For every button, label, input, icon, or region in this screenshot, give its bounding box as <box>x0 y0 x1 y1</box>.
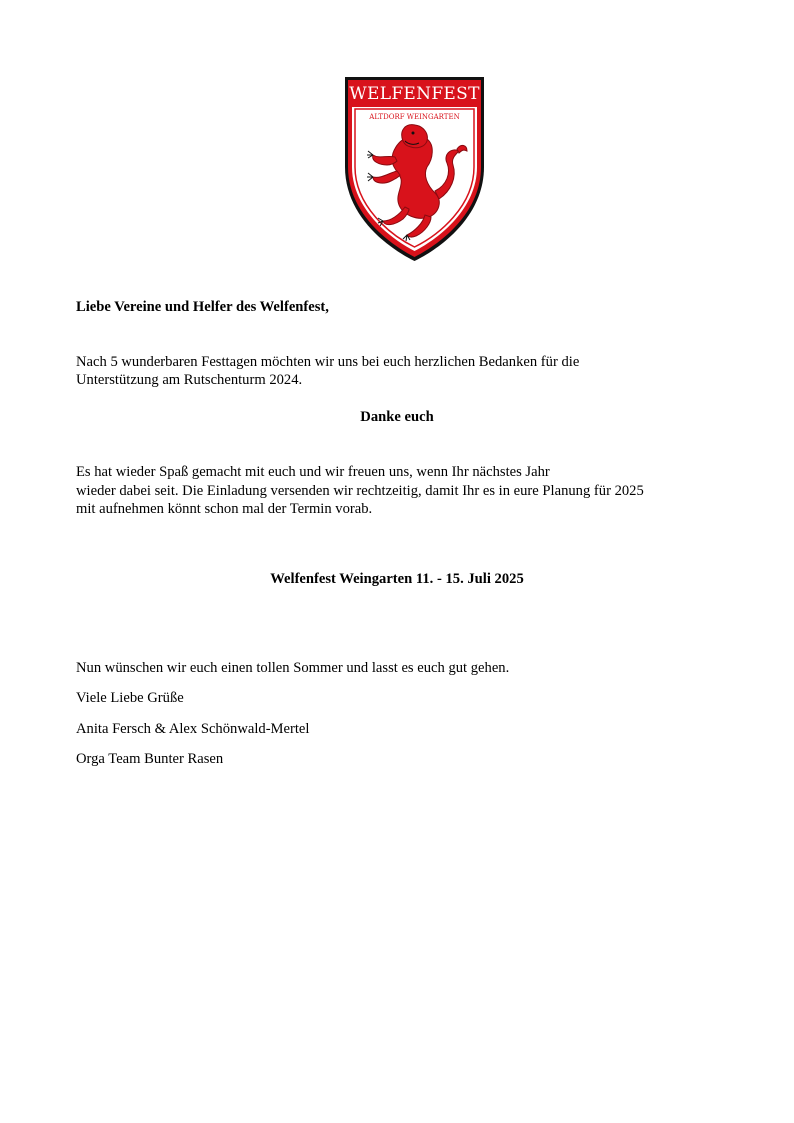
paragraph-invite-line-3: mit aufnehmen könnt schon mal der Termin vorab. <box>76 501 373 517</box>
lion-shield-icon <box>343 75 486 263</box>
event-date: Welfenfest Weingarten 11. - 15. Juli 2025 <box>270 571 524 587</box>
logo-name: WELFENFEST <box>349 84 480 104</box>
salutation: Liebe Vereine und Helfer des Welfenfest, <box>76 299 329 315</box>
signatories: Anita Fersch & Alex Schönwald-Mertel <box>76 721 310 737</box>
team-name: Orga Team Bunter Rasen <box>76 751 224 767</box>
closing-wish: Nun wünschen wir euch einen tollen Sommer und lasst es euch gut gehen. <box>76 660 510 676</box>
logo-subtitle: ALTDORF WEINGARTEN <box>369 113 460 121</box>
paragraph-invite-line-1: Es hat wieder Spaß gemacht mit euch und wir freuen uns, wenn Ihr nächstes Jahr <box>76 464 550 480</box>
paragraph-thanks-line-2: Unterstützung am Rutschenturm 2024. <box>76 372 303 388</box>
thanks-heading: Danke euch <box>360 409 434 425</box>
paragraph-invite-line-2: wieder dabei seit. Die Einladung versenden wir rechtzeitig, damit Ihr es in eure Planung für 2025 <box>76 483 644 499</box>
welfenfest-logo <box>343 75 486 263</box>
greeting: Viele Liebe Grüße <box>76 690 184 706</box>
paragraph-thanks-line-1: Nach 5 wunderbaren Festtagen möchten wir uns bei euch herzlichen Bedanken für die <box>76 354 580 370</box>
